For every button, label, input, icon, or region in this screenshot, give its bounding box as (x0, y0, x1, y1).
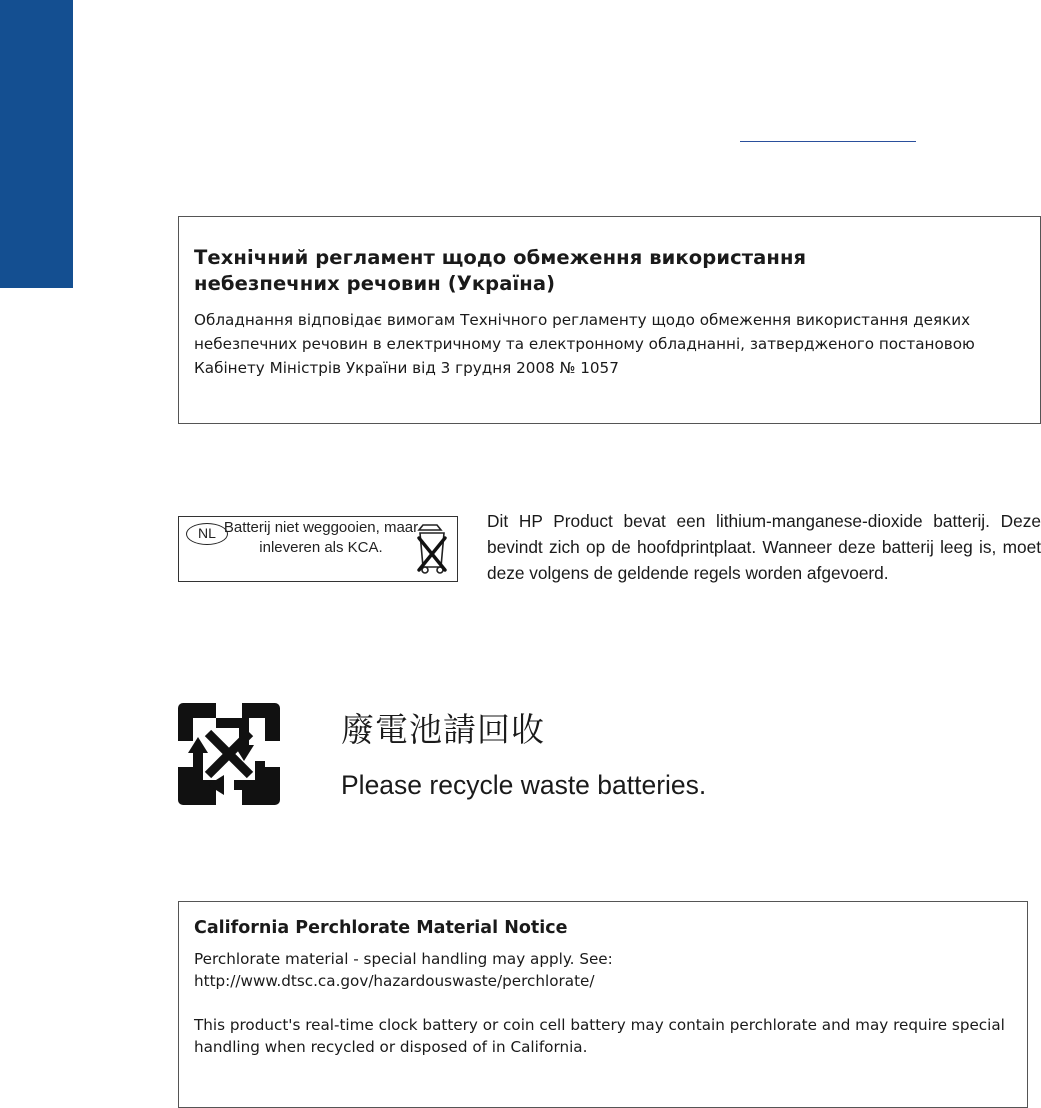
taiwan-recycle-title: 廢電池請回收 (341, 710, 545, 749)
chapter-side-tab (0, 0, 73, 288)
nl-badge: NL (186, 523, 228, 545)
california-notice-line1: Perchlorate material - special handling may apply. See: http://www.dtsc.ca.gov/hazardouswaste/perchlorate/ (194, 950, 613, 990)
nl-label-text: Batterij niet weggooien, maar inleveren als KCA. (223, 519, 419, 556)
california-notice-line2: This product's real-time clock battery or coin cell battery may contain perchlorate and may require special handling when recycled or disposed of in California. (194, 1016, 1005, 1056)
nl-battery-paragraph: Dit HP Product bevat een lithium-manganese-dioxide batterij. Deze bevindt zich op de hoofdprintplaat. Wanneer deze batterij leeg is, moet deze volgens de geldende regels worden afgevoerd. (487, 511, 1041, 583)
california-notice-title: California Perchlorate Material Notice (194, 918, 568, 938)
crossed-out-bin-icon (413, 521, 451, 577)
link-underline (740, 141, 916, 142)
nl-battery-label (178, 516, 458, 582)
battery-recycle-icon (178, 703, 280, 805)
ukraine-notice-body: Обладнання відповідає вимогам Технічного регламенту щодо обмеження використання деяких небезпечних речовин в електричному та електронному обладнанні, затвердженого постановою Кабінету Міністрів України від 3 грудня 2008 № 1057 (194, 311, 975, 377)
california-perchlorate-notice (178, 901, 1028, 1108)
ukraine-notice-title: Технічний регламент щодо обмеження використання небезпечних речовин (Україна) (194, 246, 807, 295)
ukraine-rohs-notice (178, 216, 1041, 424)
taiwan-recycle-subtitle: Please recycle waste batteries. (341, 770, 707, 800)
